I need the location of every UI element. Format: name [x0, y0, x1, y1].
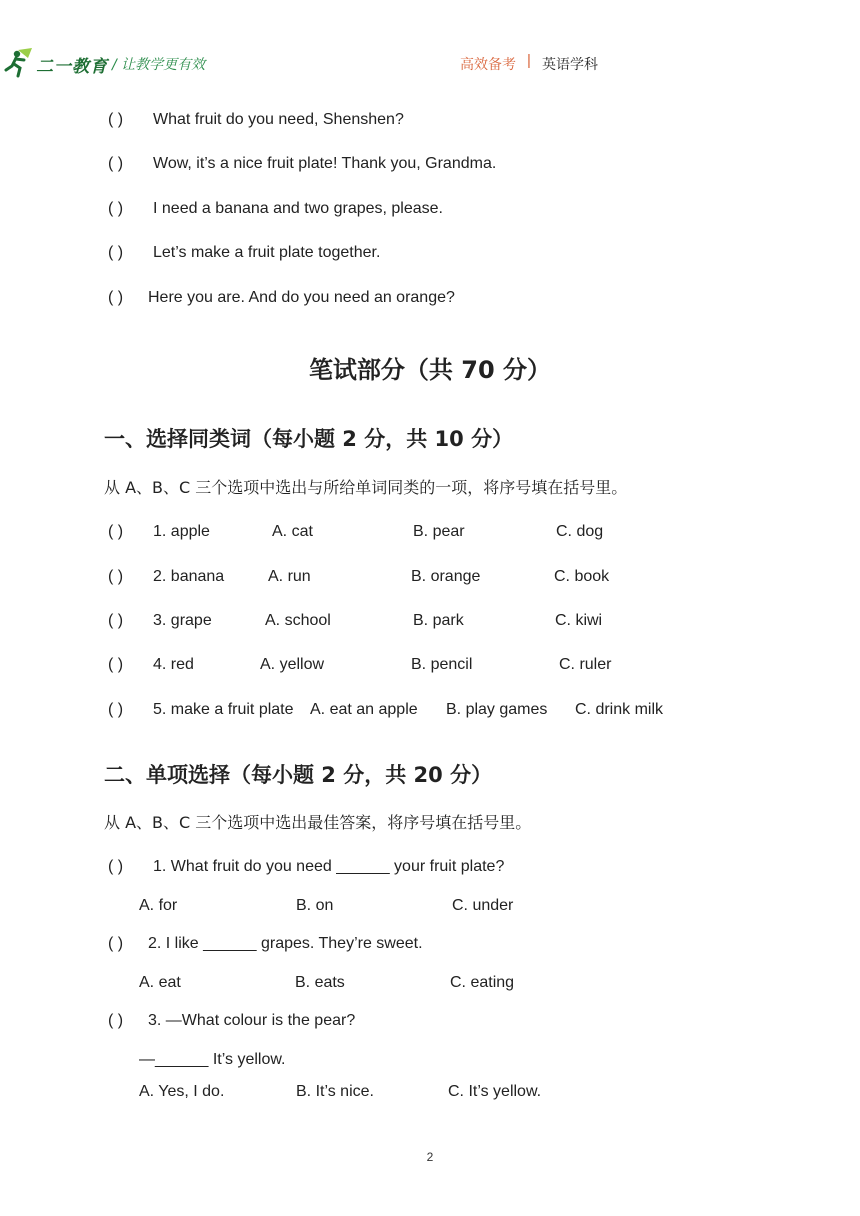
brand-name: 二一教育 — [36, 57, 108, 77]
option-c: C. book — [554, 568, 610, 585]
answer-bracket[interactable]: ( ) — [108, 701, 124, 718]
question-text: 2. I like ______ grapes. They’re sweet. — [148, 935, 423, 952]
dialogue-line: Let’s make a fruit plate together. — [153, 244, 381, 261]
answer-bracket[interactable]: ( ) — [108, 858, 124, 875]
option-b: B. pear — [413, 523, 465, 540]
option-a: A. eat — [139, 974, 181, 991]
page-number: 2 — [426, 1150, 434, 1164]
answer-bracket[interactable]: ( ) — [108, 200, 124, 217]
answer-bracket[interactable]: ( ) — [108, 935, 124, 952]
question-word: 1. apple — [153, 523, 210, 540]
brand-slogan: / 让教学更有效 — [112, 57, 206, 73]
option-c: C. under — [452, 897, 514, 914]
option-c: C. eating — [450, 974, 515, 991]
option-b: B. play games — [446, 701, 548, 718]
option-a: A. eat an apple — [310, 701, 418, 718]
answer-bracket[interactable]: ( ) — [108, 155, 124, 172]
answer-bracket[interactable]: ( ) — [108, 244, 124, 261]
option-a: A. Yes, I do. — [139, 1083, 225, 1100]
option-c: C. drink milk — [575, 701, 664, 718]
option-a: A. yellow — [260, 656, 325, 673]
option-a: A. for — [139, 897, 178, 914]
section1-instruction: 从 A、B、C 三个选项中选出与所给单词同类的一项，将序号填在括号里。 — [104, 478, 628, 497]
question-word: 5. make a fruit plate — [153, 701, 294, 718]
option-c: C. ruler — [559, 656, 612, 673]
option-b: B. on — [296, 897, 334, 914]
question-word: 2. banana — [153, 568, 225, 585]
section1-heading: 一、选择同类词（每小题 2 分，共 10 分） — [104, 427, 514, 451]
header-subject: 英语学科 — [542, 57, 598, 73]
answer-bracket[interactable]: ( ) — [108, 523, 124, 540]
answer-bracket[interactable]: ( ) — [108, 1012, 124, 1029]
header-separator: | — [527, 52, 531, 69]
dialogue-line: Wow, it’s a nice fruit plate! Thank you, Grandma. — [153, 155, 497, 172]
answer-bracket[interactable]: ( ) — [108, 612, 124, 629]
dialogue-line: Here you are. And do you need an orange? — [148, 289, 455, 306]
answer-bracket[interactable]: ( ) — [108, 289, 124, 306]
option-c: C. kiwi — [555, 612, 603, 629]
header-tag: 高效备考 — [460, 57, 516, 73]
option-a: A. cat — [272, 523, 313, 540]
option-b: B. It’s nice. — [296, 1083, 374, 1100]
option-c: C. It’s yellow. — [448, 1083, 542, 1100]
option-b: B. eats — [295, 974, 345, 991]
question-word: 4. red — [153, 656, 194, 673]
section2-heading: 二、单项选择（每小题 2 分，共 20 分） — [104, 763, 493, 787]
option-c: C. dog — [556, 523, 604, 540]
option-b: B. pencil — [411, 656, 473, 673]
answer-bracket[interactable]: ( ) — [108, 656, 124, 673]
written-part-title: 笔试部分（共 70 分） — [308, 356, 552, 384]
answer-bracket[interactable]: ( ) — [108, 568, 124, 585]
question-word: 3. grape — [153, 612, 212, 629]
section2-instruction: 从 A、B、C 三个选项中选出最佳答案，将序号填在括号里。 — [104, 813, 532, 832]
question-text: 3. —What colour is the pear? — [148, 1012, 356, 1029]
option-b: B. orange — [411, 568, 481, 585]
dialogue-line: I need a banana and two grapes, please. — [153, 200, 443, 217]
option-a: A. school — [265, 612, 331, 629]
option-a: A. run — [268, 568, 311, 585]
answer-line: —______ It’s yellow. — [139, 1051, 286, 1068]
dialogue-line: What fruit do you need, Shenshen? — [153, 111, 404, 128]
option-b: B. park — [413, 612, 464, 629]
question-text: 1. What fruit do you need ______ your fruit plate? — [153, 858, 505, 875]
answer-bracket[interactable]: ( ) — [108, 111, 124, 128]
